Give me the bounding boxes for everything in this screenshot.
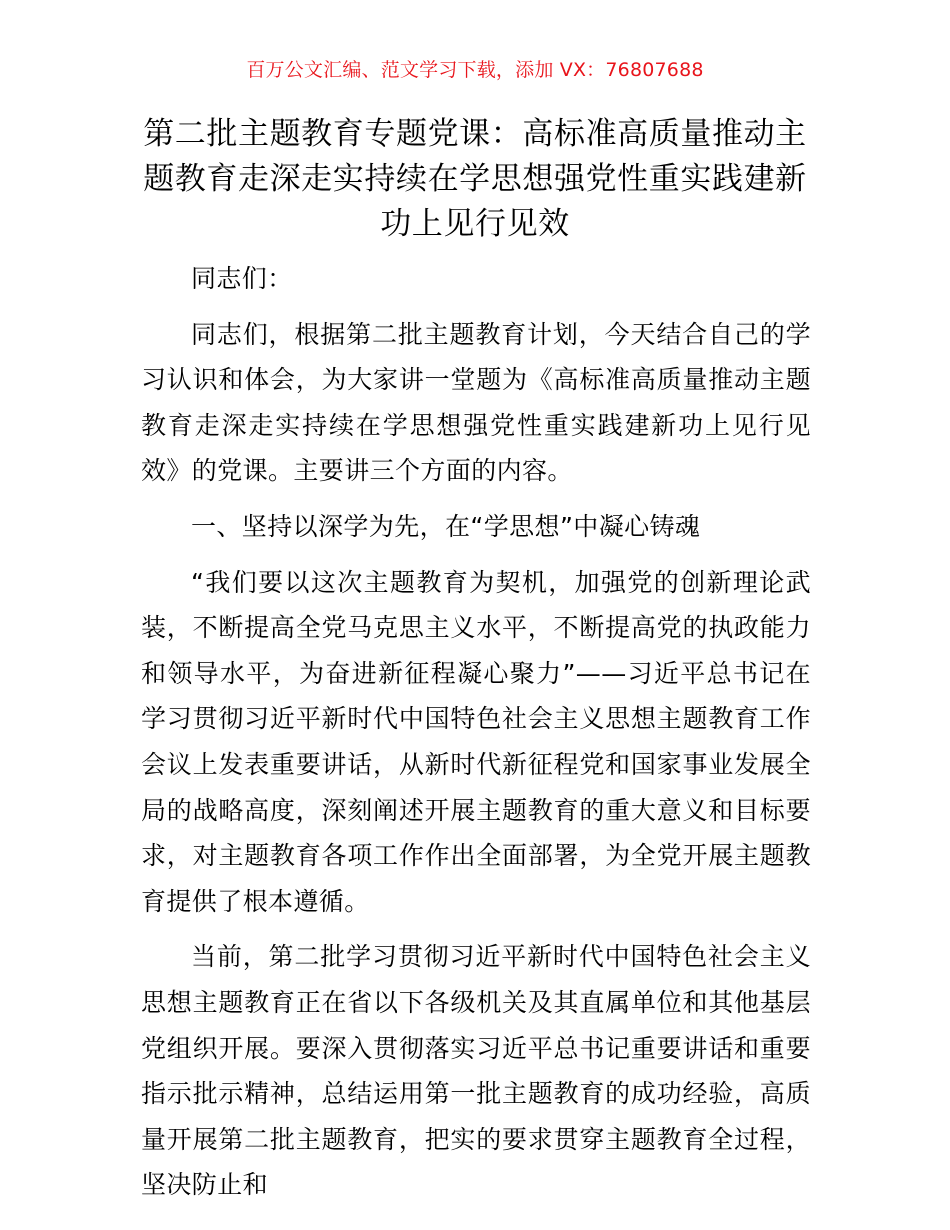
- document-title: 第二批主题教育专题党课：高标准高质量推动主题教育走深走实持续在学思想强党性重实践建新功上见行见效: [143, 116, 807, 242]
- salutation: 同志们：: [191, 264, 293, 293]
- document-body: [141, 256, 811, 1218]
- paragraph-intro: 同志们，根据第二批主题教育计划，今天结合自己的学习认识和体会，为大家讲一堂题为《高标准高质量推动主题教育走深走实持续在学思想强党性重实践建新功上见行见效》的党课。主要讲三个方面的内容。: [141, 319, 811, 486]
- paragraph-current: 当前，第二批学习贯彻习近平新时代中国特色社会主义思想主题教育正在省以下各级机关及其直属单位和其他基层党组织开展。要深入贯彻落实习近平总书记重要讲话和重要指示批示精神，总结运用第一批主题教育的成功经验，高质量开展第二批主题教育，把实的要求贯穿主题教育全过程，坚决防止和: [141, 942, 811, 1200]
- paragraph-quote: “我们要以这次主题教育为契机，加强党的创新理论武装，不断提高全党马克思主义水平，不断提高党的执政能力和领导水平，为奋进新征程凝心聚力”——习近平总书记在学习贯彻习近平新时代中国特色社会主义思想主题教育工作会议上发表重要讲话，从新时代新征程党和国家事业发展全局的战略高度，深刻阐述开展主题教育的重大意义和目标要求，对主题教育各项工作作出全面部署，为全党开展主题教育提供了根本遵循。: [141, 567, 811, 916]
- section-heading-1: 一、坚持以深学为先，在“学思想”中凝心铸魂: [191, 511, 701, 541]
- watermark-banner: 百万公文汇编、范文学习下载，添加 VX：76807688: [246, 59, 704, 81]
